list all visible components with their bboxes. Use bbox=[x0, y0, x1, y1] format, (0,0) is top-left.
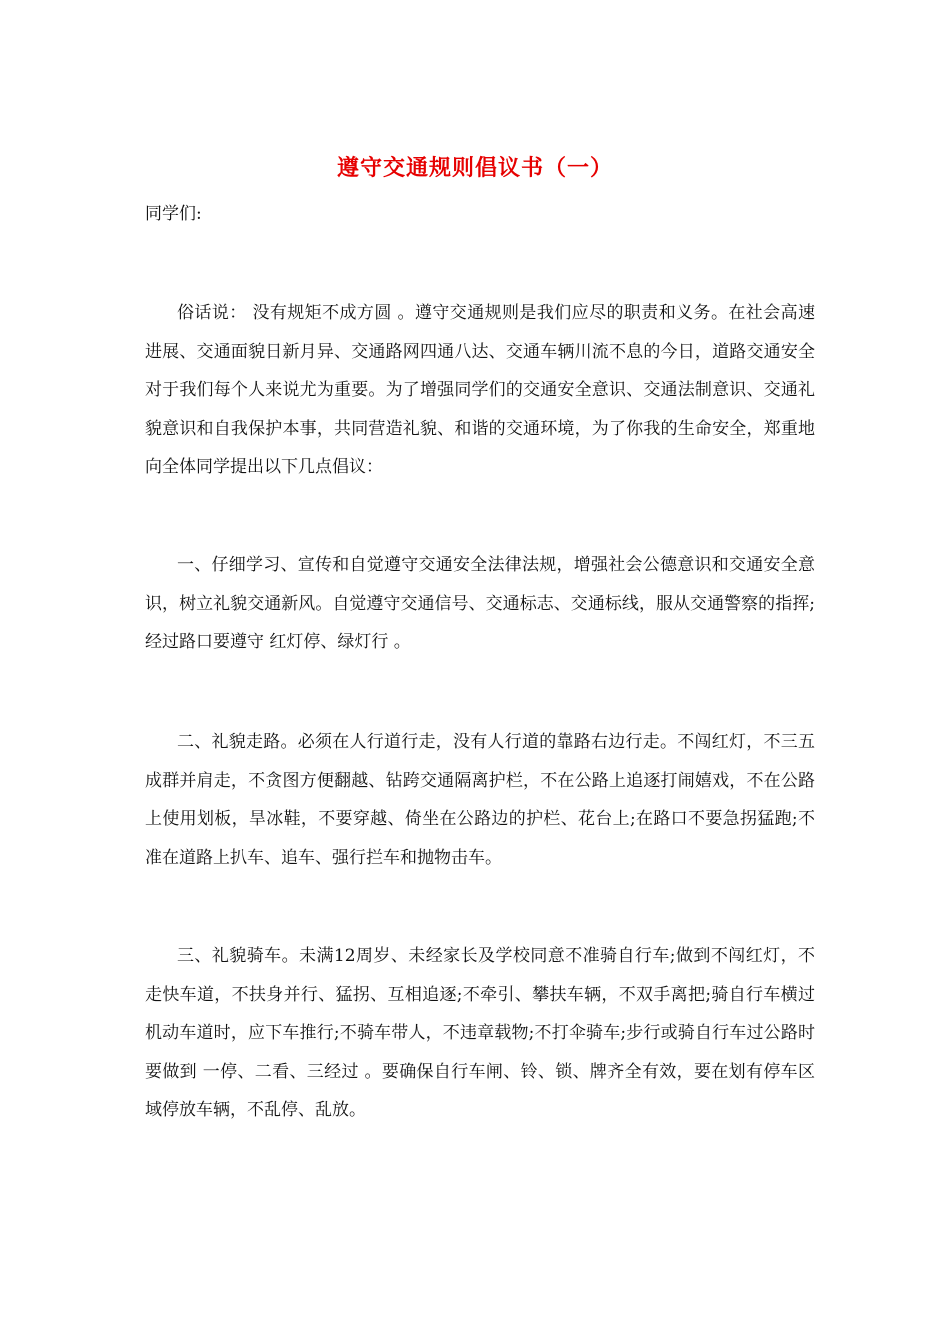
paragraph-intro: 俗话说： 没有规矩不成方圆 。遵守交通规则是我们应尽的职责和义务。在社会高速进展、交通面貌日新月异、交通路网四通八达、交通车辆川流不息的今日，道路交通安全对于我们每个人来说尤为重要。为了增强同学们的交通安全意识、交通法制意识、交通礼貌意识和自我保护本事，共同营造礼貌、和谐的交通环境，为了你我的生命安全，郑重地向全体同学提出以下几点倡议： bbox=[145, 303, 815, 477]
salutation: 同学们: bbox=[145, 204, 202, 224]
document-title: 遵守交通规则倡议书（一） bbox=[336, 155, 613, 181]
paragraph-point-3: 三、礼貌骑车。未满12周岁、未经家长及学校同意不准骑自行车;做到不闯红灯，不走快车道，不扶身并行、猛拐、互相追逐;不牵引、攀扶车辆，不双手离把;骑自行车横过机动车道时，应下车推行;不骑车带人，不违章载物;不打伞骑车;步行或骑自行车过公路时要做到 一停、二看、三经过 。要确保自行车闸、铃、锁、牌齐全有效，要在划有停车区域停放车辆，不乱停、乱放。 bbox=[145, 946, 815, 1120]
paragraph-point-1: 一、仔细学习、宣传和自觉遵守交通安全法律法规，增强社会公德意识和交通安全意识，树立礼貌交通新风。自觉遵守交通信号、交通标志、交通标线，服从交通警察的指挥;经过路口要遵守 红灯停、绿灯行 。 bbox=[145, 555, 815, 652]
paragraph-point-2: 二、礼貌走路。必须在人行道行走，没有人行道的靠路右边行走。不闯红灯，不三五成群并肩走，不贪图方便翻越、钻跨交通隔离护栏，不在公路上追逐打闹嬉戏，不在公路上使用划板，旱冰鞋，不要穿越、倚坐在公路边的护栏、花台上;在路口不要急拐猛跑;不准在道路上扒车、追车、强行拦车和抛物击车。 bbox=[145, 732, 815, 868]
